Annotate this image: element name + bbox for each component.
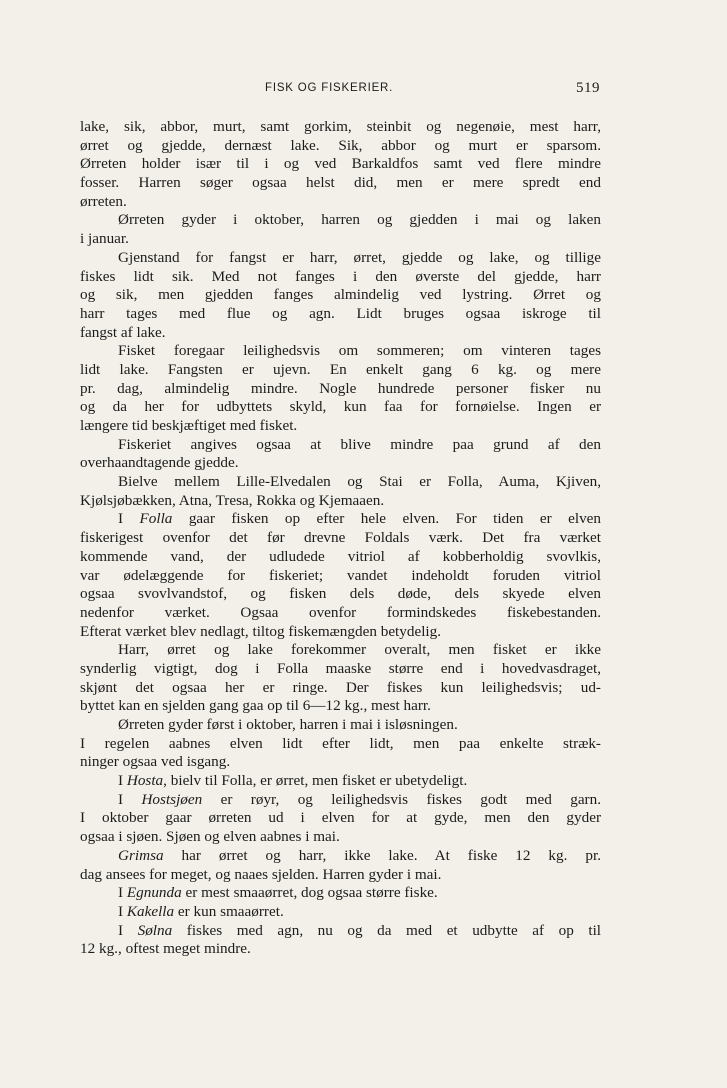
text-line: Gjenstand for fangst er harr, ørret, gjedde og lake, og tillige (118, 248, 601, 266)
text-line: dag ansees for meget, og naaes sjelden. Harren gyder i mai. (80, 865, 442, 883)
text-line: Efterat værket blev nedlagt, tiltog fiskemængden betydelig. (80, 622, 442, 640)
text-line: synderlig vigtigt, dog i Folla maaske større end i hovedvasdraget, (80, 659, 601, 677)
text-line: og sik, men gjedden fanges almindelig ved lystring. Ørret og (80, 286, 601, 304)
text-line: nedenfor værket. Ogsaa ovenfor formindskedes fiskebestanden. (80, 603, 601, 621)
text-line: pr. dag, almindelig mindre. Nogle hundrede personer fisker nu (80, 379, 601, 397)
text-line: ørret og gjedde, dernæst lake. Sik, abbor og murt er sparsom. (80, 136, 601, 154)
text-line: overhaandtagende gjedde. (80, 454, 239, 472)
text-line: fiskerigest ovenfor det før drevne Foldals værk. Det fra værket (80, 529, 601, 547)
text-line: Kjølsjøbækken, Atna, Tresa, Rokka og Kjemaaen. (80, 491, 385, 509)
text-line: fosser. Harren søger ogsaa helst did, men er mere spredt end (80, 174, 601, 192)
text-line: I oktober gaar ørreten ud i elven for at gyde, men den gyder (80, 809, 601, 827)
body-text (80, 118, 601, 959)
text-line: lidt lake. Fangsten er ujevn. En enkelt gang 6 kg. og mere (80, 360, 601, 378)
page-number: 519 (576, 80, 600, 96)
text-line: fiskes lidt sik. Med not fanges i den øverste del gjedde, harr (80, 267, 601, 285)
text-line: ørreten. (80, 192, 127, 210)
text-line: kommende vand, der udludede vitriol af kobberholdig svovlkis, (80, 547, 601, 565)
text-line: fangst af lake. (80, 323, 166, 341)
text-line: i januar. (80, 230, 129, 248)
text-line: lake, sik, abbor, murt, samt gorkim, steinbit og negenøie, mest harr, (80, 118, 601, 135)
text-line: I Folla gaar fisken op efter hele elven. For tiden er elven (118, 510, 601, 528)
text-line: I Sølna fiskes med agn, nu og da med et udbytte af op til (118, 921, 602, 939)
text-line: Fiskeriet angives ogsaa at blive mindre paa grund af den (118, 435, 601, 453)
text-line: Harr, ørret og lake forekommer overalt, men fisket er ikke (118, 641, 601, 659)
text-line: ogsaa i sjøen. Sjøen og elven aabnes i mai. (80, 828, 340, 846)
text-line: ogsaa svovlvandstof, og fisken dels døde, dels skyede elven (80, 585, 601, 603)
text-line: Grimsa har ørret og harr, ikke lake. At fiske 12 kg. pr. (118, 846, 601, 864)
running-title: FISK OG FISKERIER. (265, 82, 394, 94)
text-line: skjønt det ogsaa her er ringe. Der fiskes kun leilighedsvis; ud- (80, 678, 601, 696)
text-line: Ørreten holder især til i og ved Barkaldfos samt ved flere mindre (80, 155, 601, 173)
text-line: harr tages med flue og agn. Lidt bruges ogsaa iskroge til (80, 304, 601, 322)
text-line: byttet kan en sjelden gang gaa op til 6—12 kg., mest harr. (80, 697, 431, 715)
text-line: og da her for udbyttets skyld, kun faa for fornøielse. Ingen er (80, 398, 601, 416)
text-line: Ørreten gyder i oktober, harren og gjedden i mai og laken (118, 211, 601, 229)
text-line: I Kakella er kun smaaørret. (118, 902, 284, 920)
text-line: I Hostsjøen er røyr, og leilighedsvis fiskes godt med garn. (118, 790, 602, 808)
text-line: længere tid beskjæftiget med fisket. (80, 417, 298, 434)
page-header (80, 80, 600, 100)
text-line: I Hosta, bielv til Folla, er ørret, men fisket er ubetydeligt. (118, 772, 468, 790)
text-line: I Egnunda er mest smaaørret, dog ogsaa større fiske. (118, 884, 438, 902)
text-line: var ødelæggende for fiskeriet; vandet indeholdt foruden vitriol (80, 566, 601, 584)
text-line: Fisket foregaar leilighedsvis om sommeren; om vinteren tages (118, 342, 601, 360)
text-line: ninger ogsaa ved isgang. (80, 753, 231, 771)
text-line: I regelen aabnes elven lidt efter lidt, men paa enkelte stræk- (80, 734, 601, 752)
text-line: Bielve mellem Lille-Elvedalen og Stai er Folla, Auma, Kjiven, (118, 473, 601, 491)
text-line: 12 kg., oftest meget mindre. (80, 940, 251, 958)
text-line: Ørreten gyder først i oktober, harren i mai i isløsningen. (118, 716, 458, 733)
